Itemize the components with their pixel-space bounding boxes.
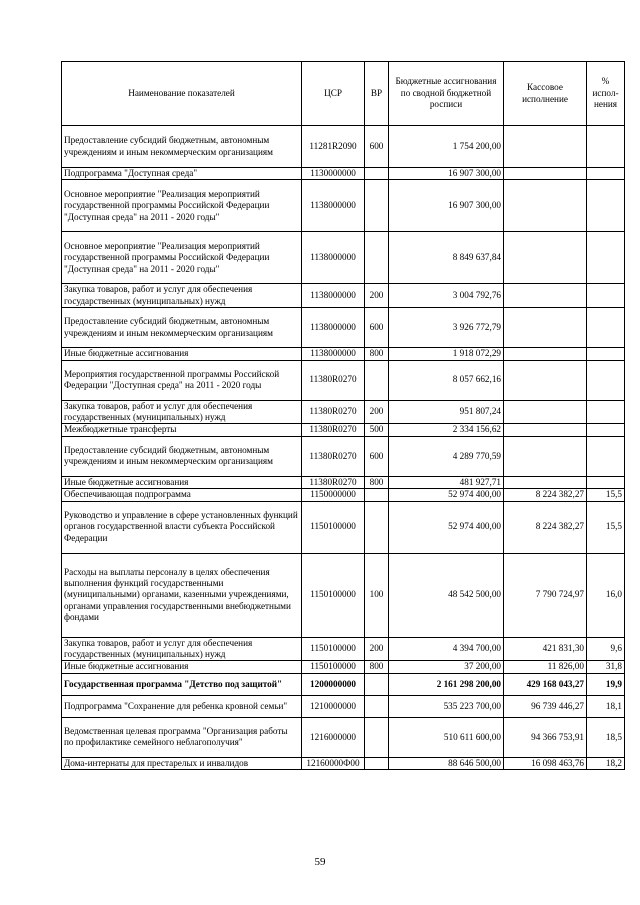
cell-csr: 1216000000 bbox=[302, 717, 365, 757]
cell-cash: 8 224 382,27 bbox=[504, 501, 587, 553]
table-row bbox=[62, 168, 625, 180]
cell-vr bbox=[365, 360, 389, 400]
cell-percent: 19,9 bbox=[587, 673, 625, 695]
cell-budget: 1 918 072,29 bbox=[389, 348, 504, 360]
table-row bbox=[62, 717, 625, 757]
cell-csr: 1138000000 bbox=[302, 348, 365, 360]
cell-cash bbox=[504, 232, 587, 284]
cell-budget: 3 004 792,76 bbox=[389, 284, 504, 308]
cell-vr: 500 bbox=[365, 424, 389, 436]
cell-vr: 200 bbox=[365, 284, 389, 308]
cell-name: Иные бюджетные ассигнования bbox=[62, 661, 302, 673]
cell-cash: 429 168 043,27 bbox=[504, 673, 587, 695]
cell-vr bbox=[365, 232, 389, 284]
cell-percent bbox=[587, 400, 625, 424]
cell-csr: 1200000000 bbox=[302, 673, 365, 695]
cell-name: Предоставление субсидий бюджетным, автономным учреждениям и иным некоммерческим организациям bbox=[62, 308, 302, 348]
cell-cash: 421 831,30 bbox=[504, 637, 587, 661]
cell-name: Иные бюджетные ассигнования bbox=[62, 348, 302, 360]
cell-name: Основное мероприятие "Реализация мероприятий государственной программы Российской Федерации "Доступная среда" на 2011 - 2020 годы" bbox=[62, 180, 302, 232]
cell-vr: 600 bbox=[365, 126, 389, 168]
cell-budget: 8 057 662,16 bbox=[389, 360, 504, 400]
cell-csr: 1150000000 bbox=[302, 489, 365, 501]
table-row bbox=[62, 436, 625, 476]
cell-name: Ведомственная целевая программа "Организация работы по профилактике семейного неблагополучия" bbox=[62, 717, 302, 757]
cell-name: Межбюджетные трансферты bbox=[62, 424, 302, 436]
cell-budget: 535 223 700,00 bbox=[389, 695, 504, 717]
cell-percent: 18,5 bbox=[587, 717, 625, 757]
table-row bbox=[62, 637, 625, 661]
cell-csr: 1130000000 bbox=[302, 168, 365, 180]
cell-name: Государственная программа "Детство под защитой" bbox=[62, 673, 302, 695]
cell-budget: 951 807,24 bbox=[389, 400, 504, 424]
cell-percent bbox=[587, 168, 625, 180]
cell-cash bbox=[504, 360, 587, 400]
cell-name: Закупка товаров, работ и услуг для обеспечения государственных (муниципальных) нужд bbox=[62, 400, 302, 424]
table-row bbox=[62, 400, 625, 424]
header-name: Наименование показателей bbox=[62, 62, 302, 126]
cell-csr: 1150100000 bbox=[302, 501, 365, 553]
cell-csr: 11380R0270 bbox=[302, 400, 365, 424]
budget-table bbox=[61, 61, 625, 770]
cell-percent bbox=[587, 476, 625, 488]
cell-name: Предоставление субсидий бюджетным, автономным учреждениям и иным некоммерческим организациям bbox=[62, 126, 302, 168]
table-row bbox=[62, 348, 625, 360]
cell-vr bbox=[365, 180, 389, 232]
cell-csr: 11380R0270 bbox=[302, 360, 365, 400]
cell-csr: 1138000000 bbox=[302, 232, 365, 284]
table-row bbox=[62, 553, 625, 637]
cell-name: Руководство и управление в сфере установленных функций органов государственной власти субъекта Российской Федерации bbox=[62, 501, 302, 553]
cell-vr bbox=[365, 717, 389, 757]
cell-csr: 1150100000 bbox=[302, 553, 365, 637]
cell-percent: 9,6 bbox=[587, 637, 625, 661]
cell-budget: 4 394 700,00 bbox=[389, 637, 504, 661]
cell-name: Основное мероприятие "Реализация мероприятий государственной программы Российской Федерации "Доступная среда" на 2011 - 2020 годы" bbox=[62, 232, 302, 284]
cell-percent bbox=[587, 348, 625, 360]
cell-cash bbox=[504, 436, 587, 476]
cell-csr: 11380R0270 bbox=[302, 476, 365, 488]
cell-cash: 16 098 463,76 bbox=[504, 757, 587, 769]
cell-vr: 100 bbox=[365, 553, 389, 637]
cell-budget: 37 200,00 bbox=[389, 661, 504, 673]
cell-cash bbox=[504, 168, 587, 180]
header-csr: ЦСР bbox=[302, 62, 365, 126]
cell-vr bbox=[365, 695, 389, 717]
table-header-row bbox=[62, 62, 625, 126]
cell-name: Обеспечивающая подпрограмма bbox=[62, 489, 302, 501]
cell-csr: 11281R2090 bbox=[302, 126, 365, 168]
cell-vr bbox=[365, 757, 389, 769]
cell-percent bbox=[587, 232, 625, 284]
table-row bbox=[62, 673, 625, 695]
cell-budget: 510 611 600,00 bbox=[389, 717, 504, 757]
table-row bbox=[62, 180, 625, 232]
cell-cash: 11 826,00 bbox=[504, 661, 587, 673]
table-row bbox=[62, 695, 625, 717]
cell-csr: 1150100000 bbox=[302, 637, 365, 661]
cell-cash: 7 790 724,97 bbox=[504, 553, 587, 637]
cell-budget: 481 927,71 bbox=[389, 476, 504, 488]
cell-cash bbox=[504, 284, 587, 308]
cell-vr bbox=[365, 489, 389, 501]
cell-cash bbox=[504, 424, 587, 436]
table-row bbox=[62, 501, 625, 553]
cell-budget: 48 542 500,00 bbox=[389, 553, 504, 637]
cell-budget: 2 334 156,62 bbox=[389, 424, 504, 436]
cell-name: Иные бюджетные ассигнования bbox=[62, 476, 302, 488]
table-row bbox=[62, 424, 625, 436]
table-row bbox=[62, 360, 625, 400]
cell-name: Закупка товаров, работ и услуг для обеспечения государственных (муниципальных) нужд bbox=[62, 284, 302, 308]
cell-name: Закупка товаров, работ и услуг для обеспечения государственных (муниципальных) нужд bbox=[62, 637, 302, 661]
cell-csr: 1138000000 bbox=[302, 180, 365, 232]
cell-vr: 200 bbox=[365, 400, 389, 424]
cell-percent: 18,2 bbox=[587, 757, 625, 769]
header-budget: Бюджетные ассигнования по сводной бюджетной росписи bbox=[389, 62, 504, 126]
header-percent: % испол-нения bbox=[587, 62, 625, 126]
table-row bbox=[62, 661, 625, 673]
cell-cash: 94 366 753,91 bbox=[504, 717, 587, 757]
cell-vr: 600 bbox=[365, 436, 389, 476]
cell-vr: 800 bbox=[365, 661, 389, 673]
cell-csr: 11380R0270 bbox=[302, 424, 365, 436]
table-row bbox=[62, 232, 625, 284]
cell-percent bbox=[587, 424, 625, 436]
cell-csr: 1150100000 bbox=[302, 661, 365, 673]
table-row bbox=[62, 489, 625, 501]
cell-name: Подпрограмма "Доступная среда" bbox=[62, 168, 302, 180]
table-row bbox=[62, 476, 625, 488]
cell-csr: 12160000Ф00 bbox=[302, 757, 365, 769]
cell-cash: 96 739 446,27 bbox=[504, 695, 587, 717]
cell-percent: 31,8 bbox=[587, 661, 625, 673]
cell-percent bbox=[587, 436, 625, 476]
cell-name: Мероприятия государственной программы Российской Федерации "Доступная среда" на 2011 - 2020 годы bbox=[62, 360, 302, 400]
cell-percent: 18,1 bbox=[587, 695, 625, 717]
cell-cash: 8 224 382,27 bbox=[504, 489, 587, 501]
cell-name: Подпрограмма "Сохранение для ребенка кровной семьи" bbox=[62, 695, 302, 717]
cell-budget: 88 646 500,00 bbox=[389, 757, 504, 769]
cell-name: Предоставление субсидий бюджетным, автономным учреждениям и иным некоммерческим организациям bbox=[62, 436, 302, 476]
cell-vr: 200 bbox=[365, 637, 389, 661]
cell-percent: 16,0 bbox=[587, 553, 625, 637]
cell-cash bbox=[504, 180, 587, 232]
cell-budget: 16 907 300,00 bbox=[389, 180, 504, 232]
table-row bbox=[62, 126, 625, 168]
cell-percent bbox=[587, 126, 625, 168]
cell-budget: 4 289 770,59 bbox=[389, 436, 504, 476]
page-number: 59 bbox=[314, 856, 326, 868]
cell-cash bbox=[504, 126, 587, 168]
cell-csr: 1210000000 bbox=[302, 695, 365, 717]
table-row bbox=[62, 757, 625, 769]
cell-cash bbox=[504, 476, 587, 488]
cell-csr: 1138000000 bbox=[302, 308, 365, 348]
cell-percent: 15,5 bbox=[587, 501, 625, 553]
cell-vr bbox=[365, 168, 389, 180]
table-row bbox=[62, 308, 625, 348]
cell-percent bbox=[587, 180, 625, 232]
cell-vr: 800 bbox=[365, 348, 389, 360]
cell-vr bbox=[365, 501, 389, 553]
cell-budget: 1 754 200,00 bbox=[389, 126, 504, 168]
cell-cash bbox=[504, 348, 587, 360]
header-vr: ВР bbox=[365, 62, 389, 126]
cell-budget: 3 926 772,79 bbox=[389, 308, 504, 348]
cell-percent: 15,5 bbox=[587, 489, 625, 501]
cell-vr: 800 bbox=[365, 476, 389, 488]
header-cash: Кассовое исполнение bbox=[504, 62, 587, 126]
cell-vr: 600 bbox=[365, 308, 389, 348]
cell-percent bbox=[587, 360, 625, 400]
table-row bbox=[62, 284, 625, 308]
cell-cash bbox=[504, 400, 587, 424]
cell-budget: 52 974 400,00 bbox=[389, 501, 504, 553]
cell-budget: 2 161 298 200,00 bbox=[389, 673, 504, 695]
cell-budget: 16 907 300,00 bbox=[389, 168, 504, 180]
cell-budget: 8 849 637,84 bbox=[389, 232, 504, 284]
cell-budget: 52 974 400,00 bbox=[389, 489, 504, 501]
cell-percent bbox=[587, 284, 625, 308]
cell-name: Дома-интернаты для престарелых и инвалидов bbox=[62, 757, 302, 769]
cell-cash bbox=[504, 308, 587, 348]
cell-vr bbox=[365, 673, 389, 695]
cell-csr: 1138000000 bbox=[302, 284, 365, 308]
cell-name: Расходы на выплаты персоналу в целях обеспечения выполнения функций государственными (муниципальными) органами, казенными учреждениями, органами управления государственными внебюджетными фондами bbox=[62, 553, 302, 637]
cell-percent bbox=[587, 308, 625, 348]
cell-csr: 11380R0270 bbox=[302, 436, 365, 476]
